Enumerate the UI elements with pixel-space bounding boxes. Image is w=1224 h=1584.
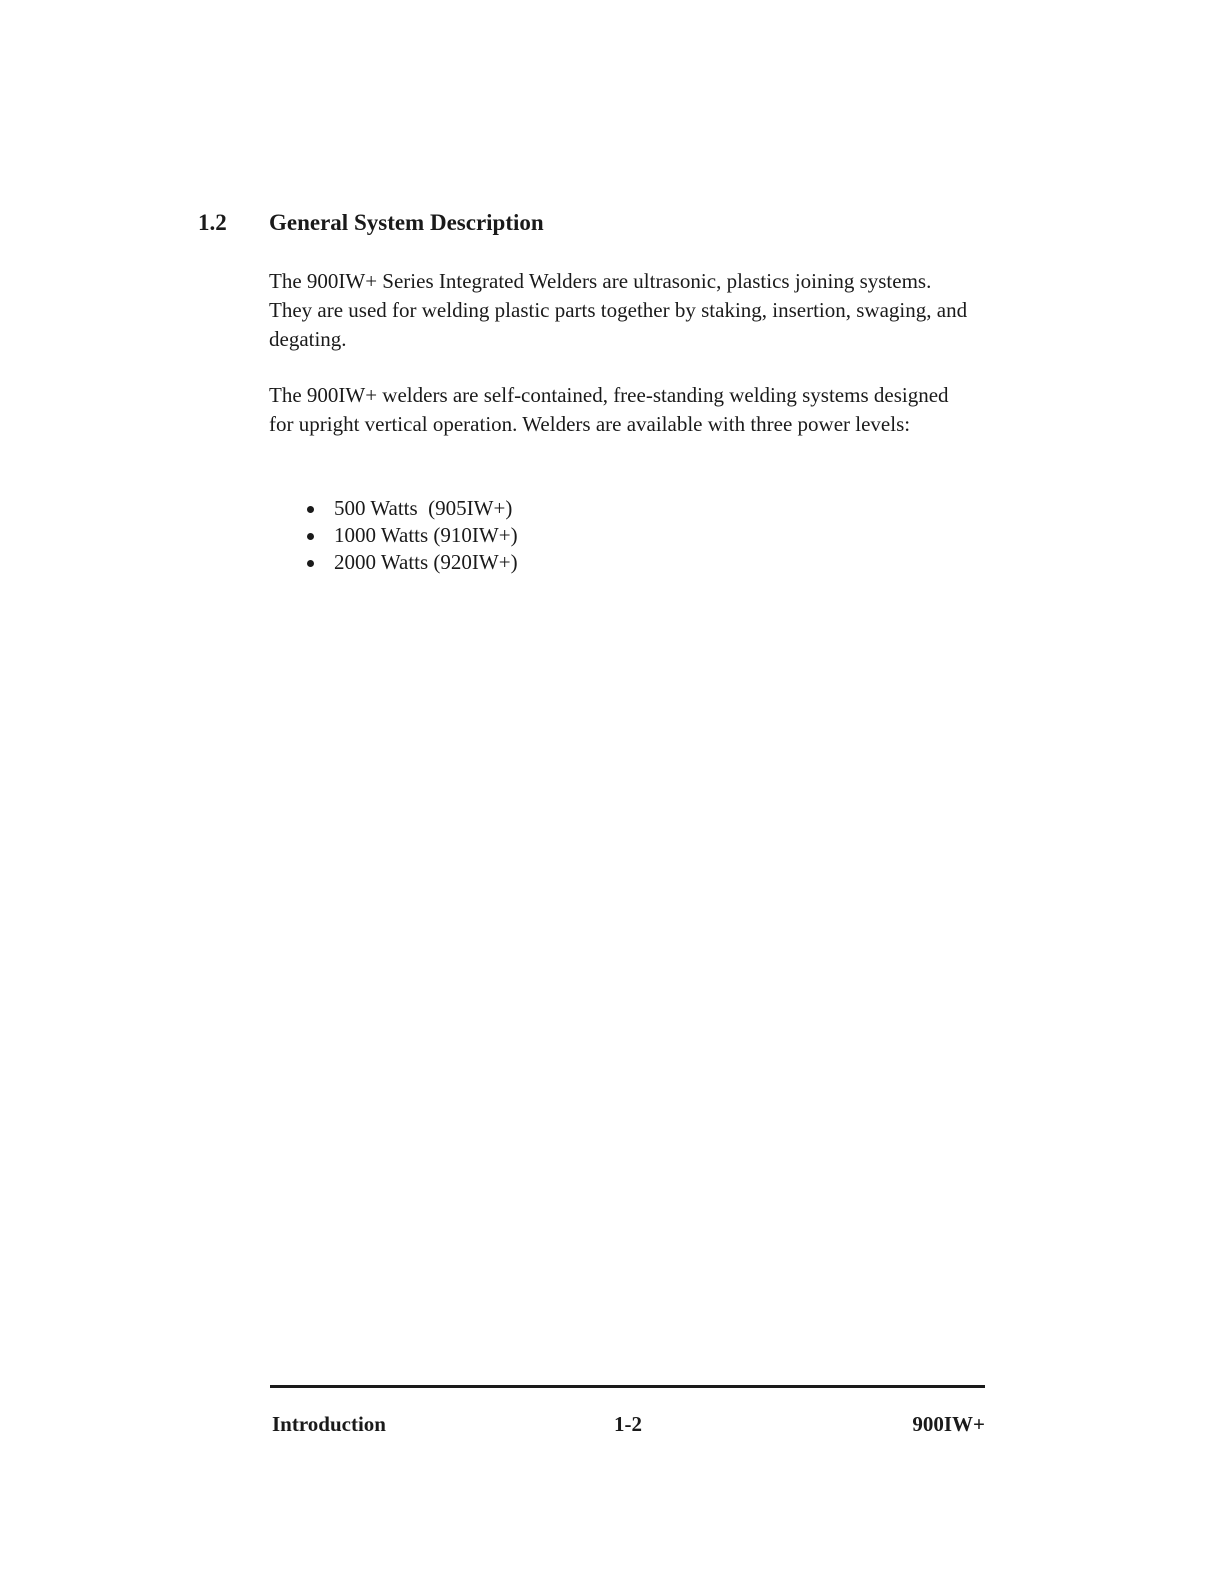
bullet-icon bbox=[307, 506, 314, 513]
list-item bbox=[305, 549, 518, 576]
section-number: 1.2 bbox=[198, 210, 227, 235]
power-level-1000: 1000 Watts (910IW+) bbox=[334, 523, 518, 547]
bullet-icon bbox=[307, 533, 314, 540]
footer-rule bbox=[270, 1385, 985, 1388]
bullet-icon bbox=[307, 560, 314, 567]
power-level-list bbox=[305, 495, 518, 576]
footer-chapter: Introduction bbox=[272, 1412, 386, 1436]
power-level-2000: 2000 Watts (920IW+) bbox=[334, 550, 518, 574]
list-item bbox=[305, 522, 518, 549]
power-level-500: 500 Watts (905IW+) bbox=[334, 496, 513, 520]
paragraph-intro: The 900IW+ Series Integrated Welders are ultrasonic, plastics joining systems. They are used for welding plastic parts together by staking, insertion, swaging, and degating. bbox=[269, 269, 968, 351]
paragraph-power-levels: The 900IW+ welders are self-contained, free-standing welding systems designed for upright vertical operation. Welders are available with three power levels: bbox=[269, 383, 949, 436]
footer-page-number: 1-2 bbox=[614, 1412, 642, 1436]
section-title: General System Description bbox=[269, 210, 544, 235]
list-item bbox=[305, 495, 518, 522]
footer-product: 900IW+ bbox=[912, 1412, 985, 1436]
